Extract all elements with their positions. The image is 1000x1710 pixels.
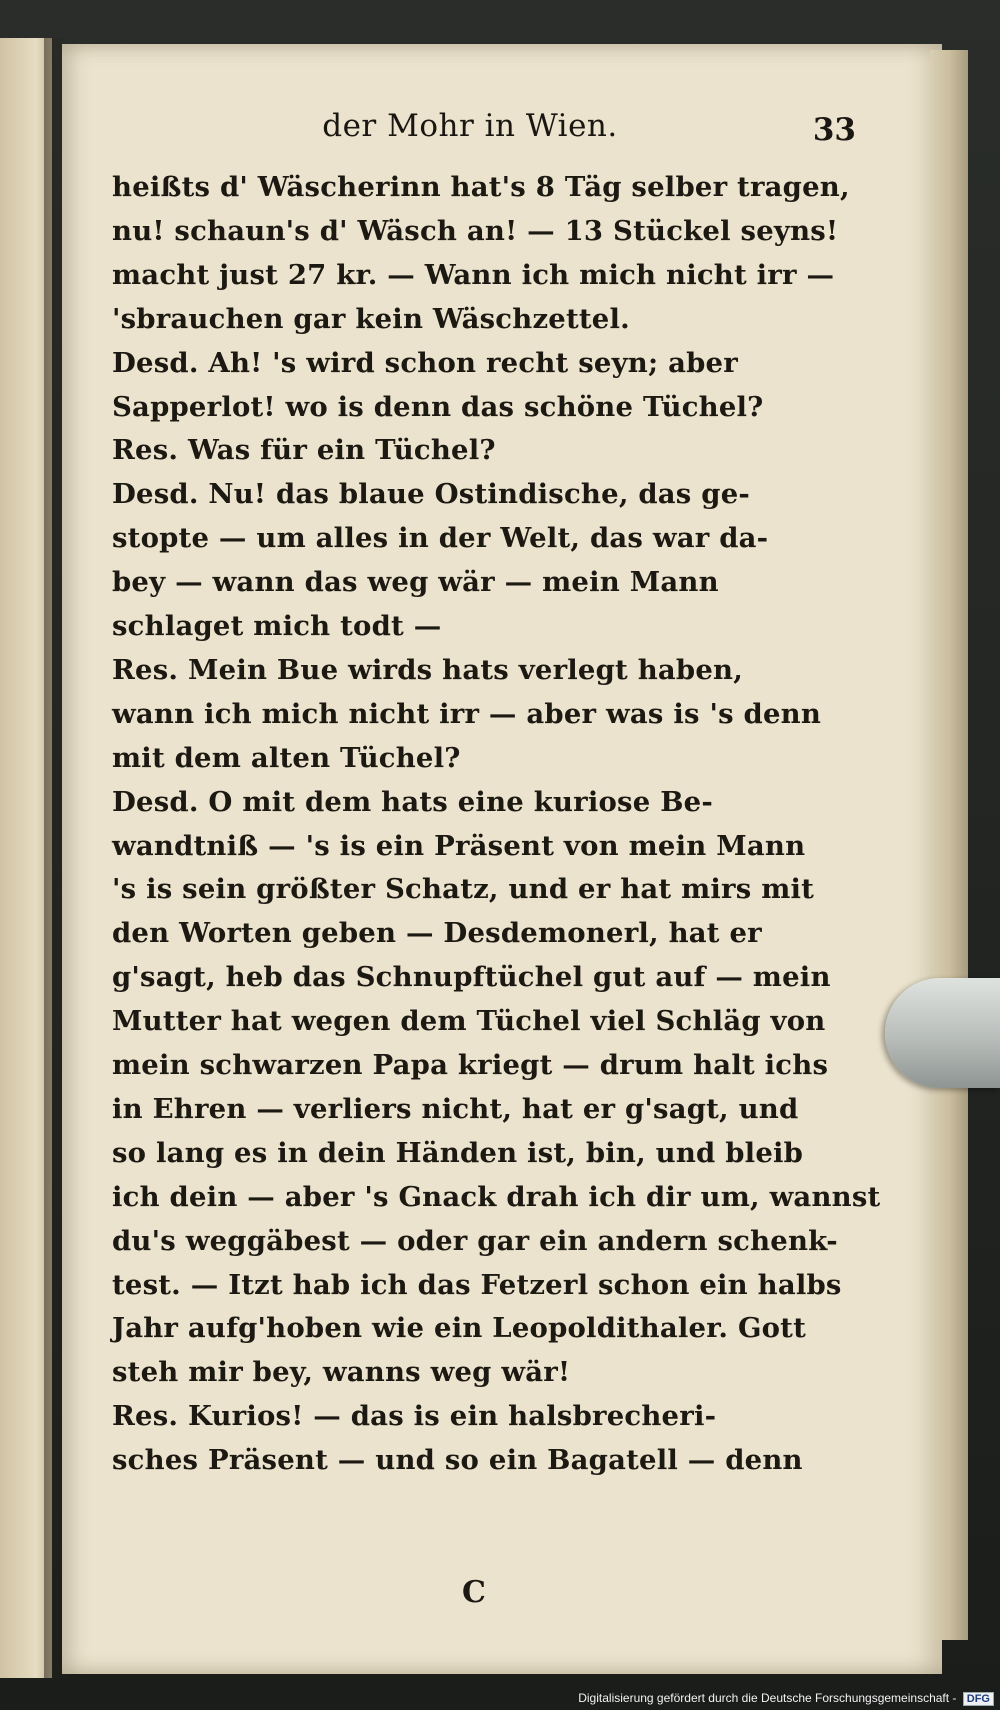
page-number: 33	[812, 112, 856, 148]
dfg-logo: DFG	[963, 1692, 994, 1706]
running-head: der Mohr in Wien.	[322, 108, 618, 144]
text-line: Res. Was für ein Tüchel?	[112, 434, 496, 467]
text-line: in Ehren — verliers nicht, hat er g'sagt, und	[112, 1092, 799, 1125]
credit-text: Digitalisierung gefördert durch die Deutsche Forschungsgemeinschaft -	[578, 1691, 957, 1706]
text-line: steh mir bey, wanns weg wär!	[112, 1356, 571, 1389]
text-line: du's weggäbest — oder gar ein andern schenk-	[112, 1224, 838, 1257]
text-line: Jahr aufg'hoben wie ein Leopoldithaler. Gott	[112, 1312, 806, 1345]
text-line: 's is sein größter Schatz, und er hat mirs mit	[112, 873, 815, 906]
text-line: stopte — um alles in der Welt, das war da-	[112, 522, 769, 555]
text-line: schlaget mich todt —	[112, 610, 442, 642]
text-line: nu! schaun's d' Wäsch an! — 13 Stückel seyns!	[112, 214, 839, 247]
text-line: sches Präsent — und so ein Bagatell — denn	[112, 1444, 803, 1477]
text-line: so lang es in dein Händen ist, bin, und bleib	[112, 1136, 804, 1169]
text-line: bey — wann das weg wär — mein Mann	[112, 566, 719, 599]
text-line: 'sbrauchen gar kein Wäschzettel.	[112, 302, 630, 335]
text-line: Desd. O mit dem hats eine kuriose Be-	[112, 785, 713, 818]
text-line: den Worten geben — Desdemonerl, hat er	[112, 917, 762, 950]
text-line: Desd. Ah! 's wird schon recht seyn; aber	[112, 346, 738, 379]
text-line: Mutter hat wegen dem Tüchel viel Schläg von	[112, 1005, 826, 1038]
text-line: heißts d' Wäscherinn hat's 8 Täg selber tragen,	[112, 171, 850, 203]
page-stack-edge	[930, 50, 968, 1640]
text-line: Sapperlot! wo is denn das schöne Tüchel?	[112, 390, 764, 423]
text-line: Res. Kurios! — das is ein halsbrecheri-	[112, 1400, 717, 1433]
page-clip	[885, 978, 1000, 1088]
text-line: macht just 27 kr. — Wann ich mich nicht irr —	[112, 258, 835, 291]
text-line: mein schwarzen Papa kriegt — drum halt ichs	[112, 1049, 829, 1081]
text-line: ich dein — aber 's Gnack drah ich dir um, wannst	[112, 1180, 881, 1213]
text-line: g'sagt, heb das Schnupftüchel gut auf — mein	[112, 961, 831, 994]
text-line: mit dem alten Tüchel?	[112, 741, 461, 774]
digitization-credit	[578, 1691, 994, 1706]
catchword: C	[462, 1575, 486, 1610]
text-line: wann ich mich nicht irr — aber was is 's denn	[112, 697, 822, 730]
text-line: wandtniß — 's is ein Präsent von mein Mann	[112, 829, 806, 862]
text-line: test. — Itzt hab ich das Fetzerl schon ein halbs	[112, 1268, 842, 1301]
text-line: Desd. Nu! das blaue Ostindische, das ge-	[112, 478, 751, 511]
text-line: Res. Mein Bue wirds hats verlegt haben,	[112, 653, 744, 686]
